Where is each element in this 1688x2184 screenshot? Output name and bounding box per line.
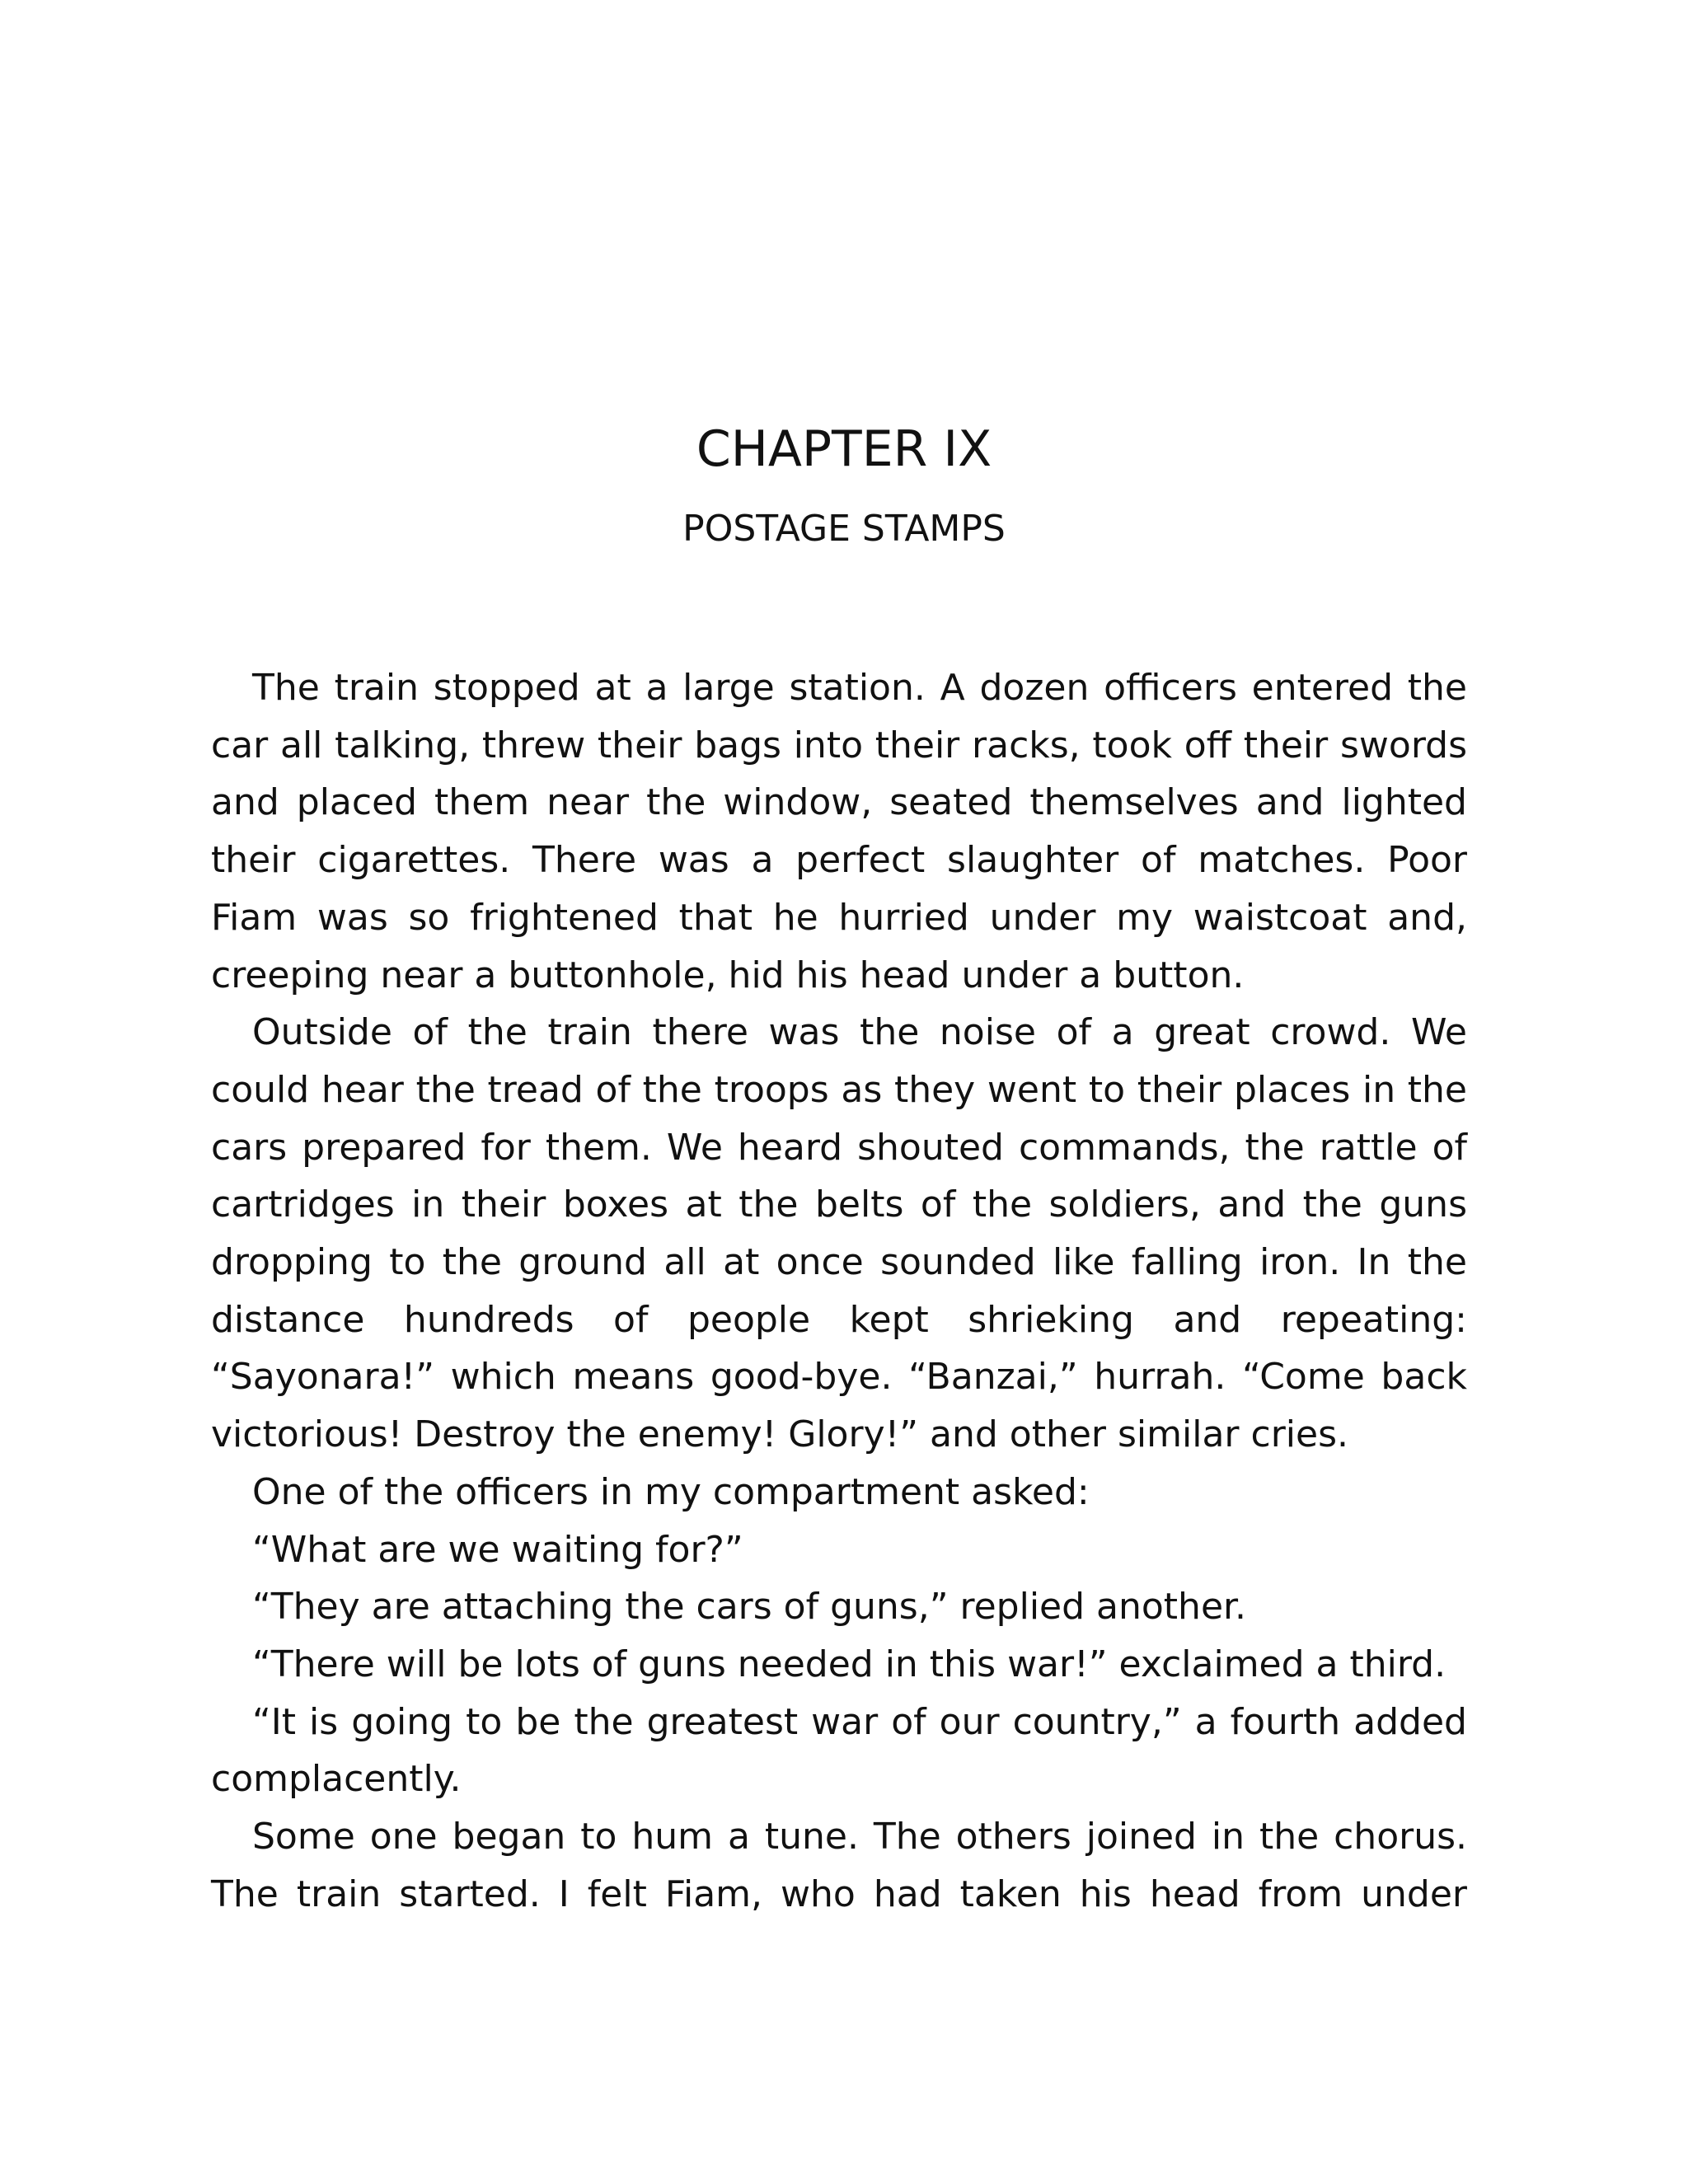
paragraph: “It is going to be the greatest war of our country,” a fourth added complacently. [211, 1700, 1467, 1801]
paragraph: The train stopped at a large station. A dozen officers entered the car all talking, threw their bags into their racks, took off their swords and placed them near the window, seated themselves and lighted their cigarettes. There was a perfect slaughter of matches. Poor Fiam was so frightened that he hurried under my waistcoat and, creeping near a buttonhole, hid his head under a button. [211, 667, 1467, 996]
paragraph: “What are we waiting for?” [252, 1528, 743, 1571]
chapter-title: CHAPTER IX [696, 420, 992, 478]
chapter-body [211, 659, 1467, 1923]
paragraph: One of the officers in my compartment asked: [252, 1470, 1090, 1513]
paragraph: Outside of the train there was the noise of a great crowd. We could hear the tread of the troops as they went to their places in the cars prepared for them. We heard shouted commands, the rattle of cartridges in their boxes at the belts of the soldiers, and the guns dropping to the ground all at once sounded like falling iron. In the distance hundreds of people kept shrieking and repeating: “Sayonara!” which means good-bye. “Banzai,” hurrah. “Come back victorious! Destroy the enemy! Glory!” and other similar cries. [211, 1011, 1467, 1456]
paragraph: Some one began to hum a tune. The others joined in the chorus. The train started. I felt Fiam, who had taken his head from under [211, 1816, 1467, 1915]
paragraph: “They are attaching the cars of guns,” replied another. [252, 1586, 1247, 1629]
paragraph: “There will be lots of guns needed in this war!” exclaimed a third. [252, 1643, 1447, 1685]
chapter-subtitle: POSTAGE STAMPS [682, 508, 1006, 550]
